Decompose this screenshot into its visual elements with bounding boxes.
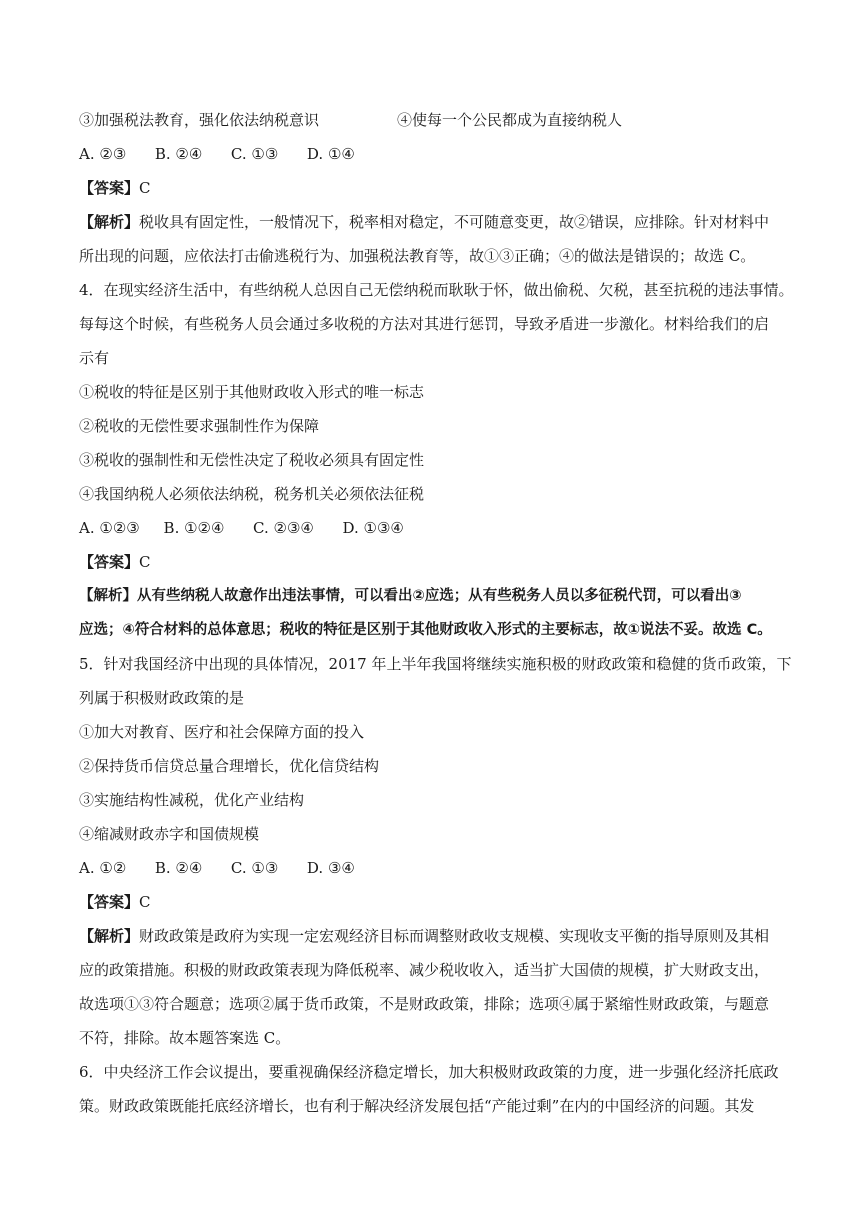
q5-statement-1: ①加大对教育、医疗和社会保障方面的投入 — [79, 723, 365, 741]
q5-analysis-line-3: 故选项①③符合题意；选项②属于货币政策，不是财政政策，排除；选项④属于紧缩性财政政策，与题意 — [79, 995, 770, 1013]
answer-label: 【答案】 — [79, 179, 140, 197]
q4-statement-4: ④我国纳税人必须依法纳税，税务机关必须依法征税 — [79, 485, 425, 503]
q4-analysis-line-1: 【解析】从有些纳税人故意作出违法事情，可以看出②应选；从有些税务人员以多征税代罚，可以看出③ — [79, 588, 742, 604]
analysis-label: 【解析】 — [79, 213, 140, 231]
q5-answer — [79, 892, 779, 912]
q3-analysis-line-2: 所出现的问题，应依法打击偷逃税行为、加强税法教育等，故①③正确；④的做法是错误的；故选 C。 — [79, 247, 756, 265]
q4-answer — [79, 552, 779, 572]
q5-stem-line-2: 列属于积极财政政策的是 — [79, 689, 245, 707]
q5-statement-2: ②保持货币信贷总量合理增长，优化信贷结构 — [79, 757, 380, 775]
q4-statement-3: ③税收的强制性和无偿性决定了税收必须具有固定性 — [79, 451, 425, 469]
answer-label: 【答案】 — [79, 893, 140, 911]
q3-statement-4: ④使每一个公民都成为直接纳税人 — [397, 111, 623, 129]
q6-stem-line-2: 策。财政政策既能托底经济增长，也有利于解决经济发展包括“产能过剩”在内的中国经济的问题。其发 — [79, 1097, 755, 1115]
answer-value: C — [139, 179, 151, 197]
q5-analysis-line-1: 【解析】财政政策是政府为实现一定宏观经济目标而调整财政收支规模、实现收支平衡的指导原则及其相 — [79, 927, 770, 945]
answer-value: C — [139, 553, 151, 571]
q6-stem-line-1: 6．中央经济工作会议提出，要重视确保经济稳定增长，加大积极财政政策的力度，进一步强化经济托底政 — [79, 1063, 779, 1081]
q5-analysis-line-4: 不符，排除。故本题答案选 C。 — [79, 1029, 291, 1047]
q4-analysis-line-2: 应选；④符合材料的总体意思；税收的特征是区别于其他财政收入形式的主要标志，故①说法不妥。故选 C。 — [79, 622, 772, 638]
analysis-label: 【解析】 — [79, 927, 140, 945]
answer-value: C — [139, 893, 151, 911]
q5-statement-3: ③实施结构性减税，优化产业结构 — [79, 791, 305, 809]
q4-stem-line-1: 4．在现实经济生活中，有些纳税人总因自己无偿纳税而耿耿于怀，做出偷税、欠税，甚至抗税的违法事情。 — [79, 281, 794, 299]
q5-analysis-line-2: 应的政策措施。积极的财政政策表现为降低税率、减少税收收入，适当扩大国债的规模，扩大财政支出， — [79, 961, 770, 979]
q3-statements-row — [79, 110, 779, 130]
q3-answer — [79, 178, 779, 198]
q4-options: A. ①②③ B. ①②④ C. ②③④ D. ①③④ — [79, 519, 404, 537]
q5-options: A. ①② B. ②④ C. ①③ D. ③④ — [79, 859, 355, 877]
q4-stem-line-3: 示有 — [79, 349, 110, 367]
q4-stem-line-2: 每每这个时候，有些税务人员会通过多收税的方法对其进行惩罚，导致矛盾进一步激化。材料给我们的启 — [79, 315, 770, 333]
q5-stem-line-1: 5．针对我国经济中出现的具体情况，2017 年上半年我国将继续实施积极的财政政策和稳健的货币政策，下 — [79, 655, 792, 673]
q3-statement-3: ③加强税法教育，强化依法纳税意识 — [79, 111, 320, 129]
q4-statement-1: ①税收的特征是区别于其他财政收入形式的唯一标志 — [79, 383, 425, 401]
answer-label: 【答案】 — [79, 553, 140, 571]
q4-statement-2: ②税收的无偿性要求强制性作为保障 — [79, 417, 320, 435]
q3-analysis-line-1: 【解析】税收具有固定性，一般情况下，税率相对稳定，不可随意变更，故②错误，应排除。针对材料中 — [79, 213, 770, 231]
q3-options: A. ②③ B. ②④ C. ①③ D. ①④ — [79, 145, 355, 163]
q5-statement-4: ④缩减财政赤字和国债规模 — [79, 825, 260, 843]
